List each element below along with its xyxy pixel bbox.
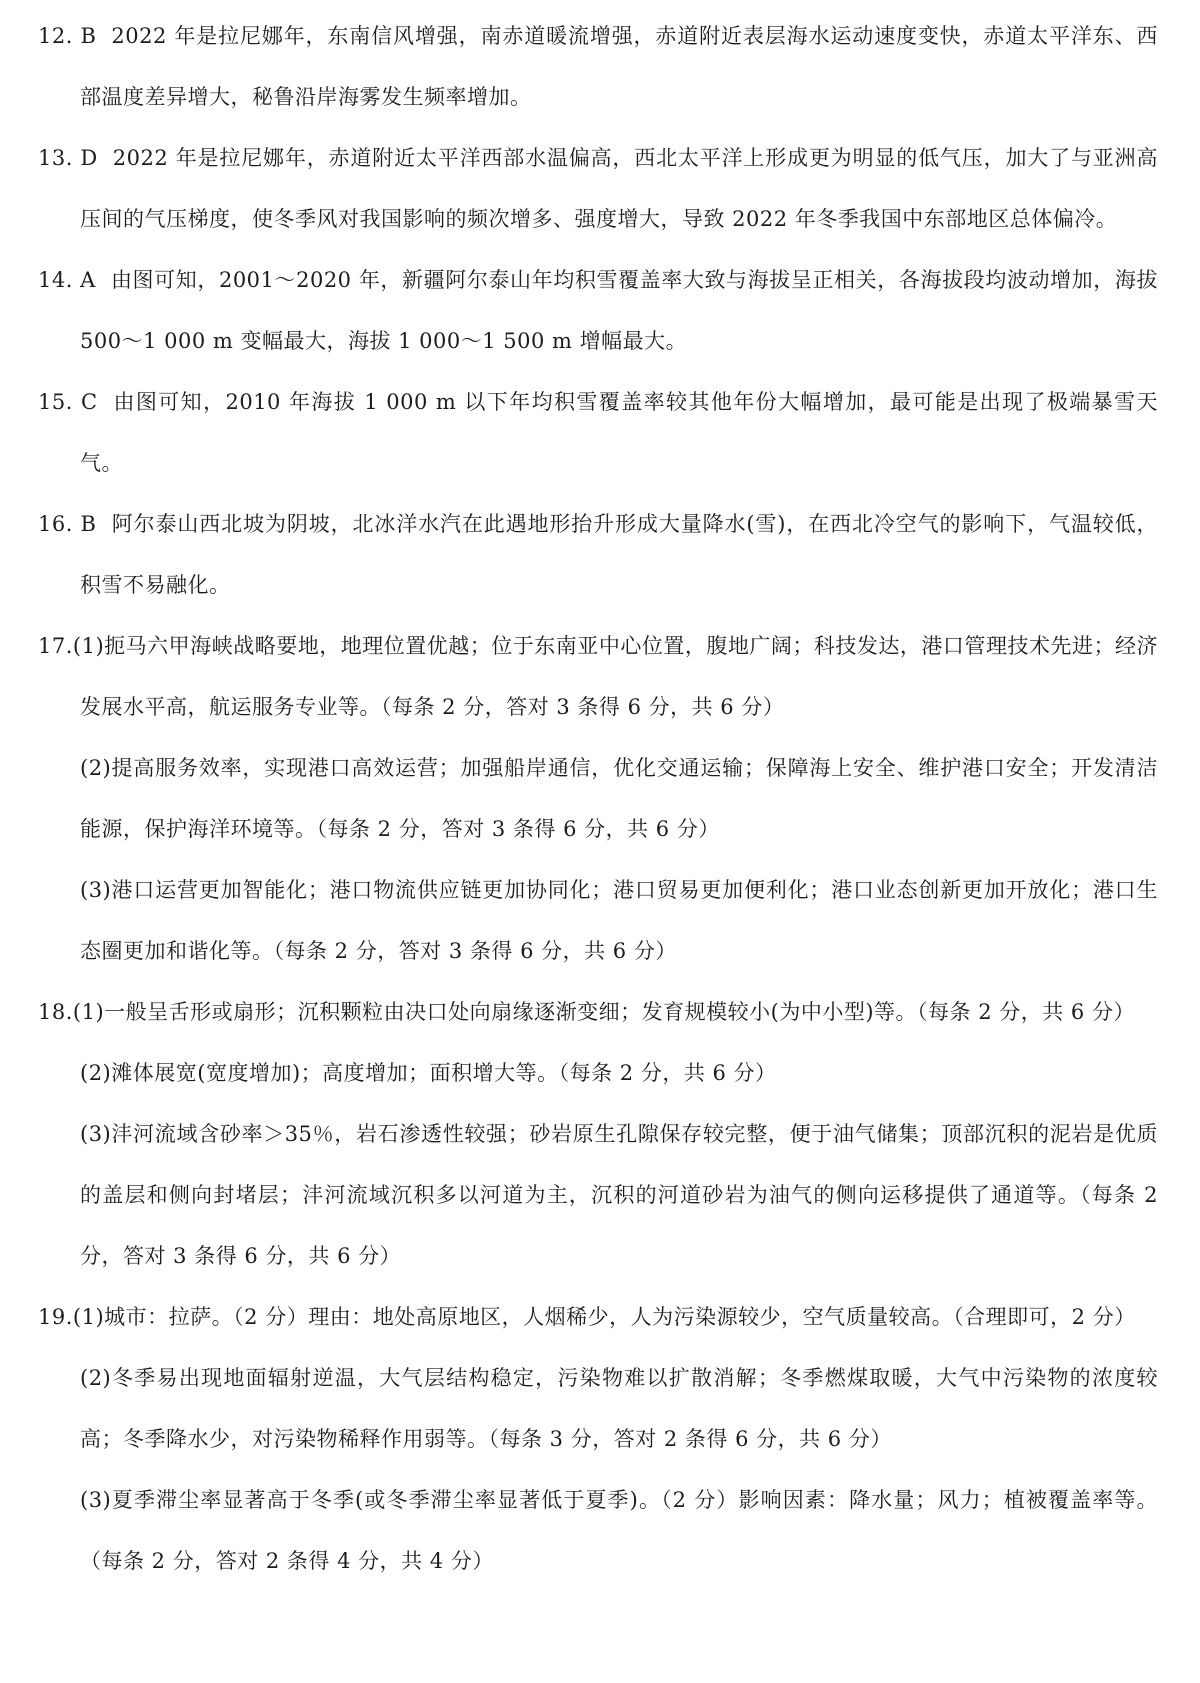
answer-text-part-1: (1)扼马六甲海峡战略要地，地理位置优越；位于东南亚中心位置，腹地广阔；科技发达，港口管理技术先进；经济发展水平高，航运服务专业等。（每条 2 分，答对 3 条得 6 分，共 6 分）	[72, 634, 1158, 719]
answer-text: 阿尔泰山西北坡为阴坡，北冰洋水汽在此遇地形抬升形成大量降水(雪)，在西北冷空气的影响下，气温较低，积雪不易融化。	[80, 512, 1158, 597]
answer-paragraph	[38, 616, 1158, 738]
answer-item-13	[38, 128, 1158, 250]
answer-text: 由图可知，2001～2020 年，新疆阿尔泰山年均积雪覆盖率大致与海拔呈正相关，各海拔段均波动增加，海拔 500～1 000 m 变幅最大，海拔 1 000～1 500 m 增幅最大。	[80, 268, 1158, 353]
answer-paragraph	[38, 494, 1158, 616]
answer-text-part-3: (3)沣河流域含砂率＞35％，岩石渗透性较强；砂岩原生孔隙保存较完整，便于油气储集；顶部沉积的泥岩是优质的盖层和侧向封堵层；沣河流域沉积多以河道为主，沉积的河道砂岩为油气的侧向运移提供了通道等。（每条 2 分，答对 3 条得 6 分，共 6 分）	[80, 1122, 1158, 1268]
question-number-label: 18.	[38, 1000, 73, 1024]
answer-text: 由图可知，2010 年海拔 1 000 m 以下年均积雪覆盖率较其他年份大幅增加，最可能是出现了极端暴雪天气。	[80, 390, 1158, 475]
question-number-label: 16. B	[38, 512, 97, 536]
answer-item-16	[38, 494, 1158, 616]
question-number-label: 19.	[38, 1305, 73, 1329]
answer-text-part-3: (3)夏季滞尘率显著高于冬季(或冬季滞尘率显著低于夏季)。（2 分）影响因素：降水量；风力；植被覆盖率等。（每条 2 分，答对 2 条得 4 分，共 4 分）	[80, 1488, 1158, 1573]
answer-paragraph	[38, 982, 1158, 1043]
question-number-label: 12. B	[38, 24, 97, 48]
answer-item-15	[38, 372, 1158, 494]
answer-paragraph	[38, 128, 1158, 250]
answer-item-19	[38, 1287, 1158, 1592]
answer-paragraph	[38, 250, 1158, 372]
answer-paragraph	[38, 372, 1158, 494]
answer-item-14	[38, 250, 1158, 372]
answer-item-17	[38, 616, 1158, 982]
answer-text-part-1: (1)城市：拉萨。（2 分）理由：地处高原地区，人烟稀少，人为污染源较少，空气质量较高。（合理即可，2 分）	[72, 1305, 1136, 1329]
answer-text: 2022 年是拉尼娜年，赤道附近太平洋西部水温偏高，西北太平洋上形成更为明显的低气压，加大了与亚洲高压间的气压梯度，使冬季风对我国影响的频次增多、强度增大，导致 2022 年冬季我国中东部地区总体偏冷。	[80, 146, 1158, 231]
answer-item-18	[38, 982, 1158, 1287]
answer-text-part-3: (3)港口运营更加智能化；港口物流供应链更加协同化；港口贸易更加便利化；港口业态创新更加开放化；港口生态圈更加和谐化等。（每条 2 分，答对 3 条得 6 分，共 6 分）	[80, 878, 1158, 963]
answer-text-part-2: (2)提高服务效率，实现港口高效运营；加强船岸通信，优化交通运输；保障海上安全、维护港口安全；开发清洁能源，保护海洋环境等。（每条 2 分，答对 3 条得 6 分，共 6 分）	[80, 756, 1158, 841]
question-number-label: 13. D	[38, 146, 98, 170]
answer-text: 2022 年是拉尼娜年，东南信风增强，南赤道暖流增强，赤道附近表层海水运动速度变快，赤道太平洋东、西部温度差异增大，秘鲁沿岸海雾发生频率增加。	[80, 24, 1158, 109]
answer-paragraph	[38, 1287, 1158, 1348]
question-number-label: 15. C	[38, 390, 98, 414]
answer-paragraph	[38, 6, 1158, 128]
answer-text-part-1: (1)一般呈舌形或扇形；沉积颗粒由决口处向扇缘逐渐变细；发育规模较小(为中小型)等。（每条 2 分，共 6 分）	[72, 1000, 1135, 1024]
question-number-label: 17.	[38, 634, 73, 658]
answer-text-part-2: (2)冬季易出现地面辐射逆温，大气层结构稳定，污染物难以扩散消解；冬季燃煤取暖，大气中污染物的浓度较高；冬季降水少，对污染物稀释作用弱等。（每条 3 分，答对 2 条得 6 分，共 6 分）	[80, 1366, 1158, 1451]
answer-text-part-2: (2)滩体展宽(宽度增加)；高度增加；面积增大等。（每条 2 分，共 6 分）	[80, 1061, 777, 1085]
answer-item-12	[38, 6, 1158, 128]
question-number-label: 14. A	[38, 268, 96, 292]
